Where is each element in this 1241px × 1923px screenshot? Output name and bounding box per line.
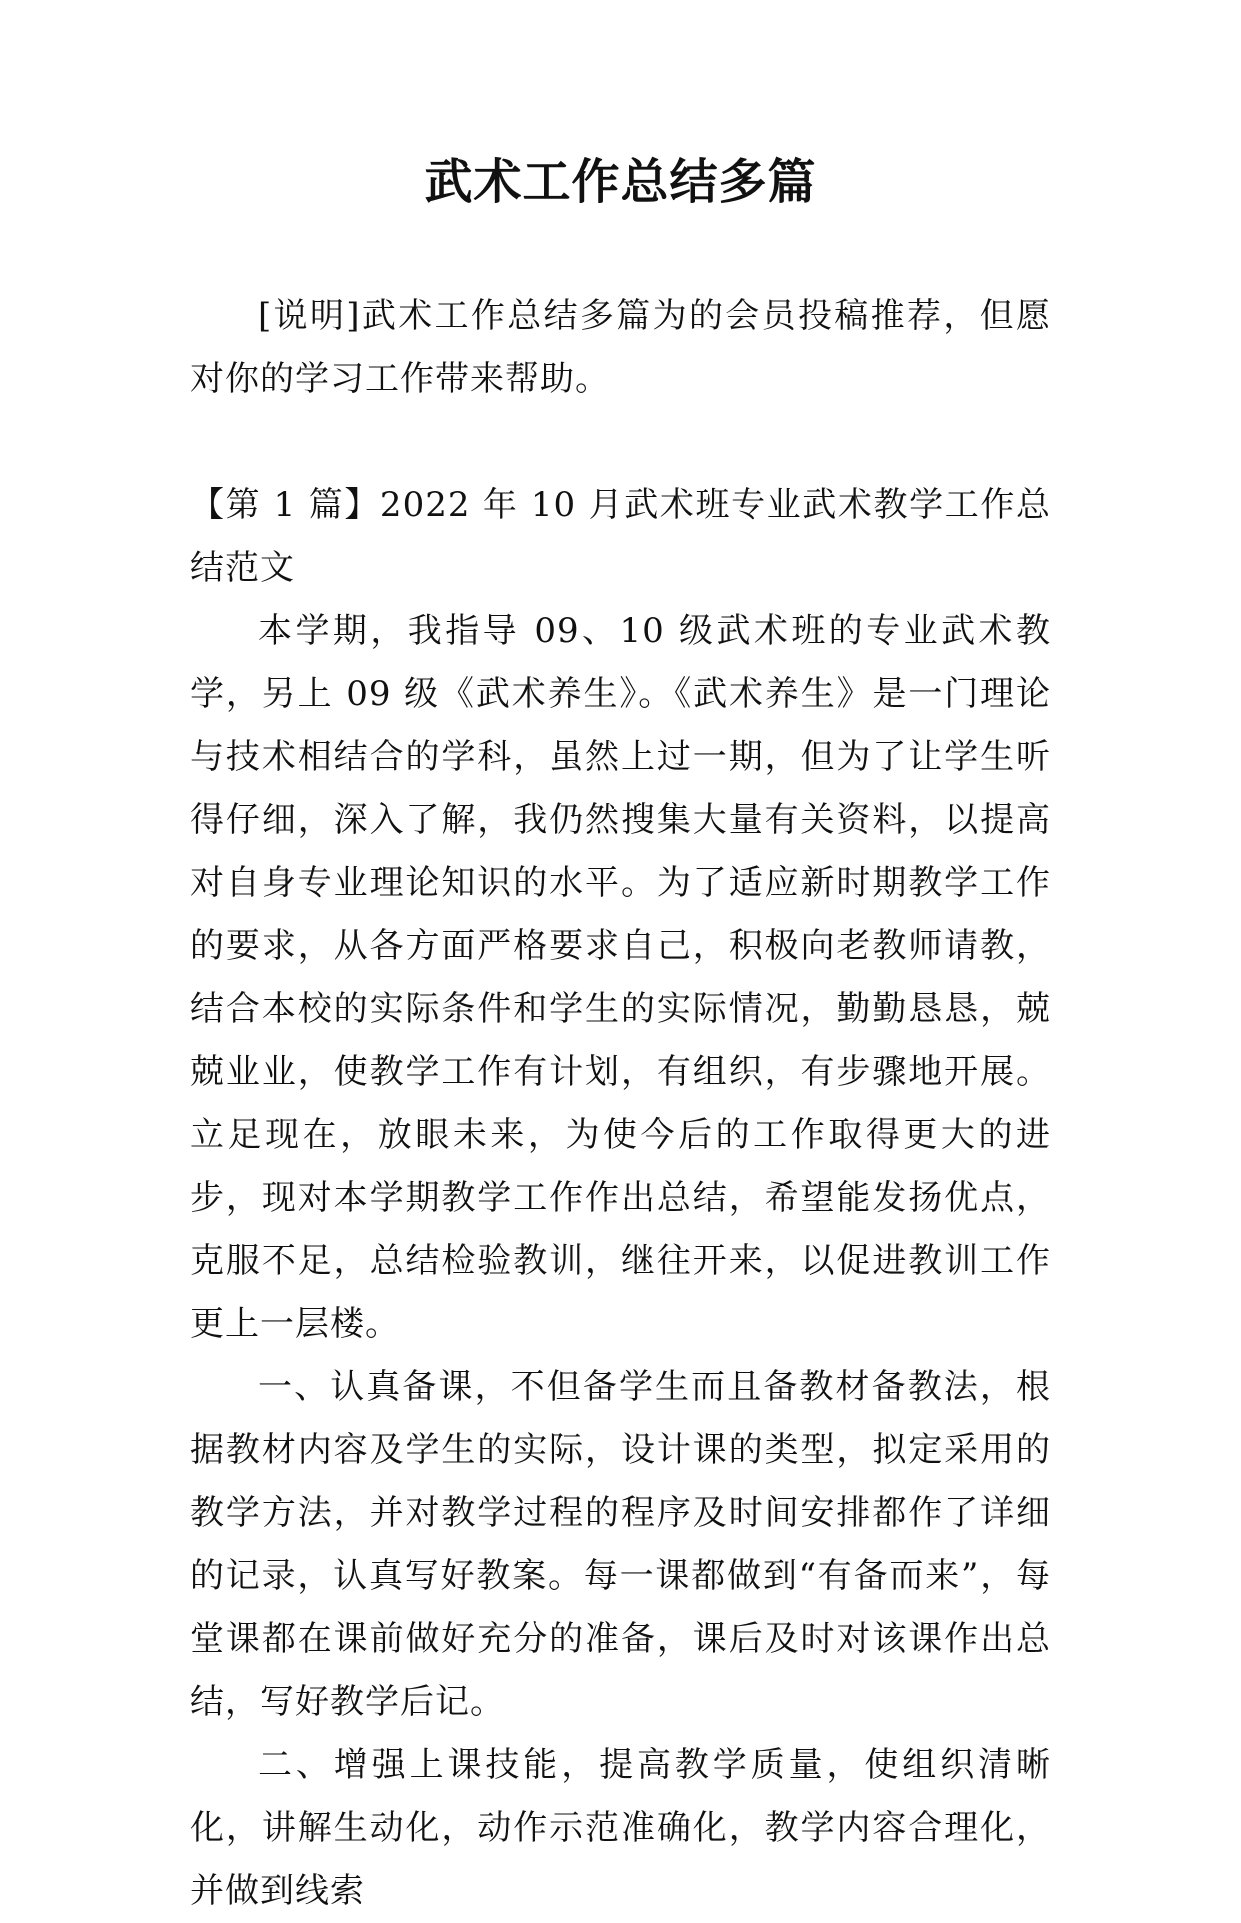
section-heading: 【第 1 篇】2022 年 10 月武术班专业武术教学工作总结范文 — [190, 485, 1051, 588]
document-title: 武术工作总结多篇 — [424, 154, 817, 210]
paragraph-one: 一、认真备课，不但备学生而且备教材备教法，根据教材内容及学生的实际，设计课的类型，拟定采用的教学方法，并对教学过程的程序及时间安排都作了详细的记录，认真写好教案。每一课都做到“有备而来”，每堂课都在课前做好充分的准备，课后及时对该课作出总结，写好教学后记。 — [190, 1367, 1051, 1722]
description-note: [说明]武术工作总结多篇为的会员投稿推荐，但愿对你的学习工作带来帮助。 — [190, 296, 1051, 399]
blank-line — [190, 411, 1051, 474]
document-body — [190, 285, 1051, 1923]
paragraph-two: 二、增强上课技能，提高教学质量，使组织清晰化，讲解生动化，动作示范准确化，教学内容合理化，并做到线索 — [190, 1745, 1051, 1911]
paragraph-intro: 本学期，我指导 09、10 级武术班的专业武术教学，另上 09 级《武术养生》。《武术养生》是一门理论与技术相结合的学科，虽然上过一期，但为了让学生听得仔细，深入了解，我仍然搜集大量有关资料，以提高对自身专业理论知识的水平。为了适应新时期教学工作的要求，从各方面严格要求自己，积极向老教师请教，结合本校的实际条件和学生的实际情况，勤勤恳恳，兢兢业业，使教学工作有计划，有组织，有步骤地开展。立足现在，放眼未来，为使今后的工作取得更大的进步，现对本学期教学工作作出总结，希望能发扬优点，克服不足，总结检验教训，继往开来，以促进教训工作更上一层楼。 — [190, 611, 1051, 1344]
